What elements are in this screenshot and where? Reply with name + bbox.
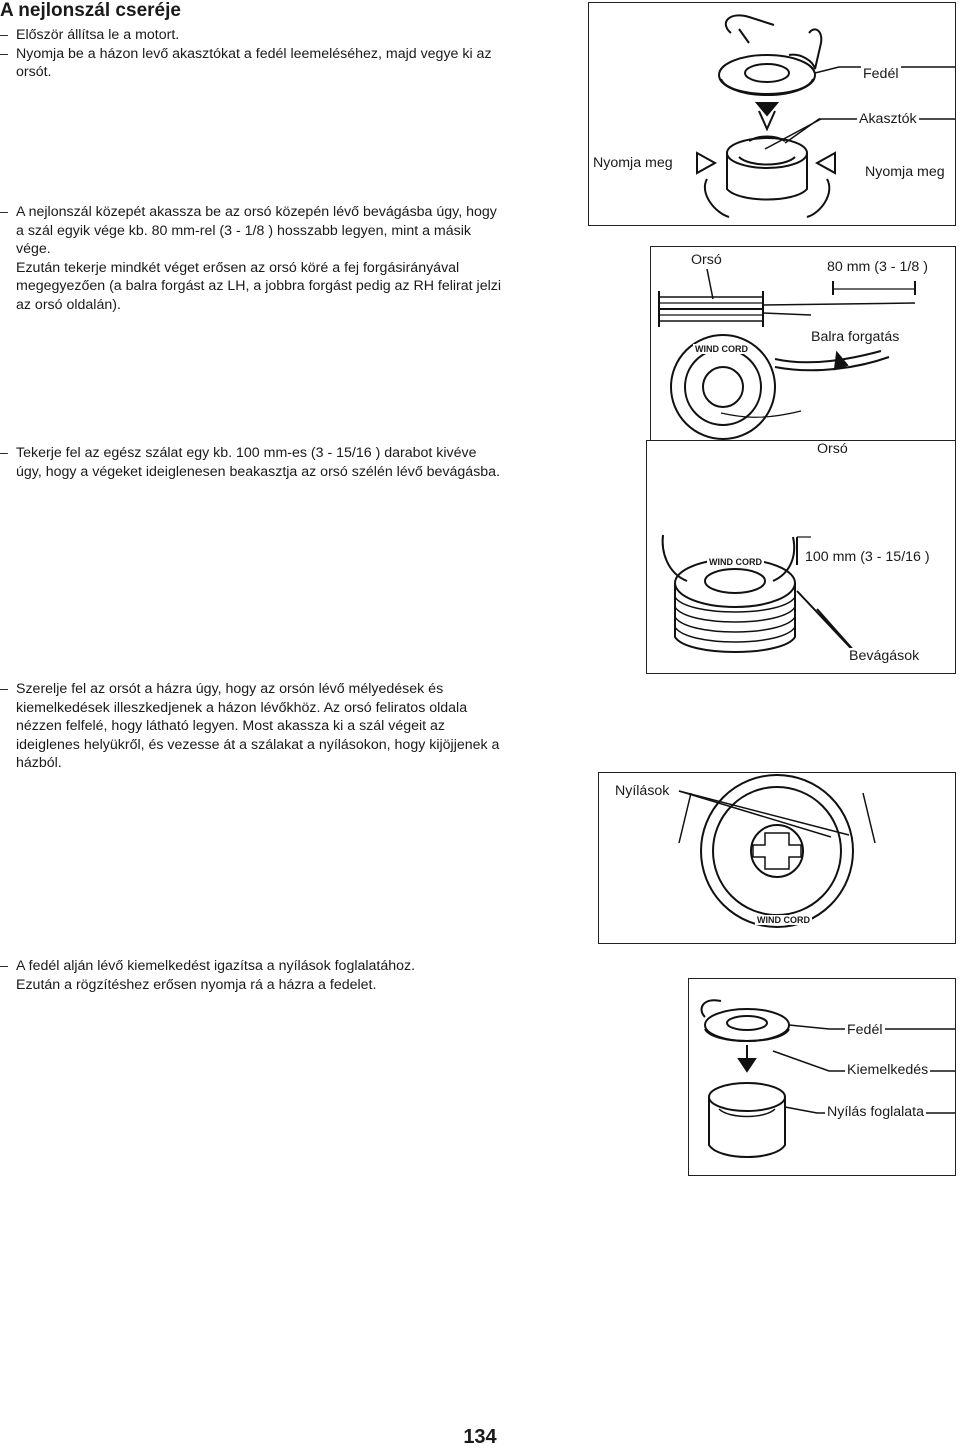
label-wind-cord: WIND CORD [709,557,762,567]
step-3-line-2: úgy, hogy a végeket ideiglenesen beakasztja az orsó szélén lévő bevágásba. [16,463,501,480]
label-orso: Orsó [691,252,722,268]
figure-cover-removal [588,2,956,226]
step-2-line-5: megegyezően (a balra forgást az LH, a jobbra forgást pedig az RH felirat jelzi [16,278,501,294]
step-1-line-2: – Nyomja be a házon levő akasztókat a fedél leemeléséhez, majd vegye ki az [0,45,492,62]
label-nyilas-foglalata: Nyílás foglalata [827,1104,924,1120]
step-1-line-3: orsót. [16,64,52,80]
step-2-line-2: a szál egyik vége kb. 80 mm-rel (3 - 1/8 ) hosszabb legyen, mint a másik [16,222,471,239]
step-4-line-2: kiemelkedések illeszkedjenek a házon lévőkhöz. Az orsó feliratos oldala [16,699,468,716]
label-fedel: Fedél [863,66,899,82]
label-kiemelkedes: Kiemelkedés [847,1062,929,1078]
step-2-line-6: az orsó oldalán). [16,296,121,313]
step-2-line-4: Ezután tekerje mindkét véget erősen az orsó köré a fej forgásirányával [16,259,460,276]
figure-spool-notches [646,440,956,674]
step-4-line-1: – Szerelje fel az orsót a házra úgy, hogy az orsón lévő mélyedések és [0,681,444,697]
step-3-line-1: – Tekerje fel az egész szálat egy kb. 100 mm-es (3 - 15/16 ) darabot kivéve [0,445,477,461]
label-wind-cord: WIND CORD [757,915,810,925]
dash-bullet: – [0,204,8,220]
label-akasztok: Akasztók [859,111,917,127]
label-bevagasok: Bevágások [849,648,920,664]
figure-housing-openings [598,772,956,944]
step-3 [0,444,560,481]
step-4-line-4: ideiglenes helyükről, és vezesse át a szálakat a nyílásokon, hogy kijöjjenek a [16,736,500,753]
dash-bullet: – [0,958,8,974]
step-4-line-5: házból. [16,755,62,771]
label-nyomja-meg-right: Nyomja meg [865,164,945,180]
label-nyomja-meg-left: Nyomja meg [593,155,673,171]
label-fedel: Fedél [847,1022,883,1038]
page-title: A nejlonszál cseréje [0,0,181,21]
label-nyilasok: Nyílások [615,783,670,799]
figure-cover-attach [688,978,956,1176]
label-100mm: 100 mm (3 - 15/16 ) [805,549,930,565]
dash-bullet: – [0,445,8,461]
step-1-line-1: – Először állítsa le a motort. [0,27,180,43]
step-2-line-3: vége. [16,241,51,257]
step-2-line-1: – A nejlonszál közepét akassza be az orsó közepén lévő bevágásba úgy, hogy [0,204,497,220]
dash-bullet: – [0,45,8,62]
label-wind-cord: WIND CORD [695,344,748,354]
step-5-line-2: Ezután a rögzítéshez erősen nyomja rá a házra a fedelet. [16,976,377,993]
figure-spool-winding [650,246,956,452]
step-4 [0,680,560,773]
step-5 [0,957,560,994]
label-80mm: 80 mm (3 - 1/8 ) [827,259,928,275]
dash-bullet: – [0,681,8,697]
step-1 [0,26,560,82]
label-orso: Orsó [817,441,848,457]
step-5-line-1: – A fedél alján lévő kiemelkedést igazítsa a nyílások foglalatához. [0,958,416,974]
page-number: 134 [463,1426,497,1448]
step-4-line-3: nézzen felfelé, hogy látható legyen. Most akassza ki a szál végeit az [16,718,446,734]
dash-bullet: – [0,27,8,43]
label-balra-forgatas: Balra forgatás [811,329,900,345]
step-2 [0,203,560,314]
